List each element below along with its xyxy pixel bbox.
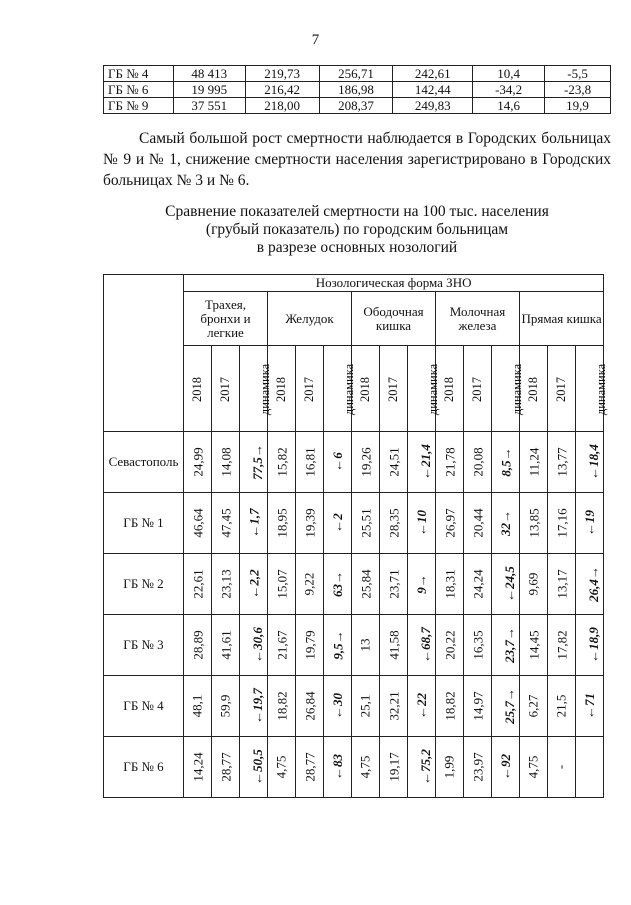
dynamics-value: 9→ (413, 574, 429, 594)
dynamics-value: ←6 (329, 452, 345, 472)
table-cell (380, 737, 408, 798)
table-cell (268, 676, 296, 737)
table-cell (520, 737, 548, 798)
dynamics-value: 25,7→ (501, 688, 517, 724)
table-cell (324, 493, 352, 554)
top-table-cell: -23,8 (545, 82, 611, 98)
top-table-label: ГБ № 6 (104, 82, 174, 98)
subheader-label: 2018 (358, 376, 372, 402)
rate-value: 14,45 (526, 630, 542, 660)
table-cell (464, 676, 492, 737)
table-cell (212, 493, 240, 554)
dynamics-value: 8,5→ (498, 447, 514, 477)
table-cell (184, 493, 212, 554)
top-table-cell: 19 995 (173, 82, 245, 98)
rate-value: 20,22 (442, 630, 458, 660)
rate-value: 28,77 (218, 752, 234, 782)
subheader-label: 2017 (218, 376, 232, 402)
top-table-row (104, 82, 611, 98)
subheader-label: динамика (426, 363, 441, 415)
rate-value: 28,35 (386, 508, 402, 538)
rate-value: 23,71 (386, 569, 402, 599)
rate-value: 18,95 (274, 508, 290, 538)
table-cell (240, 554, 268, 615)
dynamics-value: ←19,7 (249, 688, 265, 724)
table-title-line-3: в разрезе основных нозологий (256, 239, 458, 256)
table-cell (492, 554, 520, 615)
top-table-cell: -5,5 (545, 66, 611, 82)
rate-value: 28,77 (302, 752, 318, 782)
rate-value: 21,78 (442, 447, 458, 477)
rate-value: 26,97 (442, 508, 458, 538)
table-cell (576, 432, 604, 493)
dynamics-value: 32→ (497, 510, 513, 536)
table-cell (408, 432, 436, 493)
table-cell (352, 554, 380, 615)
table-cell (576, 676, 604, 737)
table-cell (548, 737, 576, 798)
top-table-cell: 10,4 (473, 66, 545, 82)
table-cell (352, 493, 380, 554)
table-cell (576, 737, 604, 798)
rate-value: 17,82 (554, 630, 570, 660)
table-cell (576, 615, 604, 676)
table-cell (324, 737, 352, 798)
rate-value: 19,26 (358, 447, 374, 477)
dynamics-value: 26,4→ (585, 566, 601, 602)
table-title (103, 203, 611, 257)
table-cell (548, 432, 576, 493)
rate-value: 24,51 (386, 447, 402, 477)
table-cell (576, 554, 604, 615)
subheader-label: 2017 (386, 376, 400, 402)
group-stomach: Желудок (268, 292, 352, 346)
subheader-label: динамика (510, 363, 525, 415)
table-row (104, 432, 604, 493)
table-cell (268, 737, 296, 798)
table-cell (268, 615, 296, 676)
rate-value: 18,82 (442, 691, 458, 721)
top-table-row (104, 66, 611, 82)
subheader-cell (380, 346, 408, 432)
table-cell (296, 493, 324, 554)
top-table-cell: 256,71 (319, 66, 393, 82)
subheader-label: динамика (594, 363, 609, 415)
table-cell (352, 615, 380, 676)
rate-value: 6,27 (525, 694, 541, 718)
table-cell (492, 615, 520, 676)
rate-value: 32,21 (386, 691, 402, 721)
subheader-label: 2017 (302, 376, 316, 402)
nosology-header: Нозологическая форма ЗНО (184, 275, 604, 292)
dynamics-value: ←83 (329, 754, 345, 780)
rate-value: 47,45 (218, 508, 234, 538)
dynamics-value: ←2 (329, 513, 345, 533)
table-cell (296, 676, 324, 737)
row-label: Севастополь (104, 432, 184, 493)
rate-value: 14,24 (190, 752, 206, 782)
mortality-table (103, 274, 609, 798)
table-cell (240, 737, 268, 798)
table-cell (520, 432, 548, 493)
row-label: ГБ № 1 (104, 493, 184, 554)
dynamics-value: ←10 (413, 510, 429, 536)
subheader-cell (548, 346, 576, 432)
rate-value: 20,08 (470, 447, 486, 477)
table-cell (436, 615, 464, 676)
table-cell (408, 676, 436, 737)
rate-value: 19,17 (386, 752, 402, 782)
top-table-cell: 219,73 (245, 66, 319, 82)
table-cell (408, 554, 436, 615)
table-cell (380, 676, 408, 737)
table-cell (548, 615, 576, 676)
table-cell (464, 737, 492, 798)
table-cell (184, 615, 212, 676)
rate-value: 1,99 (441, 755, 457, 779)
subheader-label: 2018 (526, 376, 540, 402)
summary-paragraph: Самый большой рост смертности наблюдается в Городских больницах № 9 и № 1, снижение смертности населения зарегистрировано в Городских больницах № 3 и № 6. (103, 130, 611, 189)
table-cell (324, 615, 352, 676)
rate-value: 18,82 (274, 691, 290, 721)
subheader-label: 2018 (190, 376, 204, 402)
table-cell (380, 493, 408, 554)
subheader-cell (464, 346, 492, 432)
table-cell (296, 554, 324, 615)
top-table-label: ГБ № 9 (104, 98, 174, 114)
dynamics-value: ←30,6 (249, 627, 265, 663)
rate-value: 19,39 (302, 508, 318, 538)
table-cell (352, 737, 380, 798)
top-table-cell: 242,61 (393, 66, 473, 82)
table-cell (296, 737, 324, 798)
top-table-cell: 249,83 (393, 98, 473, 114)
subheader-cell (296, 346, 324, 432)
rate-value: 41,61 (218, 630, 234, 660)
table-cell (212, 554, 240, 615)
table-cell (352, 432, 380, 493)
top-table-cell: 218,00 (245, 98, 319, 114)
table-cell (240, 432, 268, 493)
table-cell (464, 554, 492, 615)
page-number: 7 (311, 32, 320, 48)
table-cell (324, 676, 352, 737)
subheader-cell (184, 346, 212, 432)
table-cell (184, 432, 212, 493)
table-cell (184, 554, 212, 615)
subheader-cell (408, 346, 441, 432)
rate-value: 22,61 (190, 569, 206, 599)
table-cell (520, 554, 548, 615)
row-label: ГБ № 2 (104, 554, 184, 615)
table-cell (324, 432, 352, 493)
rate-value: 25,84 (358, 569, 374, 599)
rate-value: 24,99 (190, 447, 206, 477)
table-cell (352, 676, 380, 737)
subheader-cell (576, 346, 609, 432)
table-cell (436, 493, 464, 554)
rate-value: 16,35 (470, 630, 486, 660)
top-table-cell: 48 413 (173, 66, 245, 82)
subheader-cell (324, 346, 357, 432)
rate-value: 11,24 (526, 447, 542, 477)
dynamics-value: ←2,2 (246, 569, 262, 599)
group-colon: Ободочная кишка (352, 292, 436, 346)
subheader-label: 2017 (470, 376, 484, 402)
dynamics-value: ←24,5 (501, 566, 517, 602)
rate-value: 21,5 (553, 694, 569, 718)
rate-value: 13 (357, 638, 373, 652)
dynamics-value: ←68,7 (417, 627, 433, 663)
rate-value: 19,79 (302, 630, 318, 660)
table-cell (240, 615, 268, 676)
dynamics-value: 63→ (329, 571, 345, 597)
rate-value: 24,24 (470, 569, 486, 599)
table-cell (324, 554, 352, 615)
rate-value: 9,69 (525, 572, 541, 596)
dynamics-value: 9,5→ (330, 630, 346, 660)
subheader-label: 2018 (274, 376, 288, 402)
table-cell (296, 432, 324, 493)
table-cell (184, 737, 212, 798)
table-cell (212, 676, 240, 737)
table-cell (492, 493, 520, 554)
dynamics-value: ←1,7 (246, 508, 262, 538)
table-cell (520, 493, 548, 554)
table-cell (548, 493, 576, 554)
table-cell (212, 615, 240, 676)
dynamics-value: ←18,4 (585, 444, 601, 480)
table-row (104, 676, 604, 737)
rate-value: 18,31 (442, 569, 458, 599)
table-cell (240, 676, 268, 737)
top-table-cell: 216,42 (245, 82, 319, 98)
rate-value: 48,1 (189, 694, 205, 718)
rate-value: 15,82 (274, 447, 290, 477)
table-cell (408, 493, 436, 554)
dynamics-value: ←92 (497, 754, 513, 780)
subheader-cell (492, 346, 525, 432)
table-cell (408, 737, 436, 798)
table-cell (436, 432, 464, 493)
corner-cell (104, 275, 184, 432)
table-cell (268, 432, 296, 493)
top-table-cell: 142,44 (393, 82, 473, 98)
table-cell (380, 615, 408, 676)
top-table-row (104, 98, 611, 114)
row-label: ГБ № 6 (104, 737, 184, 798)
table-cell (380, 554, 408, 615)
rate-value: 13,17 (554, 569, 570, 599)
table-cell (464, 432, 492, 493)
subheader-label: 2017 (554, 376, 568, 402)
rate-value: 41,58 (386, 630, 402, 660)
table-cell (212, 432, 240, 493)
top-table-cell: 186,98 (319, 82, 393, 98)
table-cell (548, 554, 576, 615)
table-cell (436, 554, 464, 615)
group-rectum: Прямая кишка (520, 292, 604, 346)
dynamics-value: ←21,4 (417, 444, 433, 480)
rate-value: 14,08 (218, 447, 234, 477)
table-cell (492, 676, 520, 737)
rate-value: 23,97 (470, 752, 486, 782)
table-cell (296, 615, 324, 676)
table-cell (380, 432, 408, 493)
subheader-label: 2018 (442, 376, 456, 402)
rate-value: 26,84 (302, 691, 318, 721)
rate-value: 21,67 (274, 630, 290, 660)
top-table-cell: 14,6 (473, 98, 545, 114)
rate-value: 13,77 (554, 447, 570, 477)
table-cell (492, 432, 520, 493)
table-row (104, 493, 604, 554)
dynamics-value: ←75,2 (417, 749, 433, 785)
subheader-label: динамика (342, 363, 357, 415)
top-table-cell: 208,37 (319, 98, 393, 114)
top-table-cell: 19,9 (545, 98, 611, 114)
rate-value: 4,75 (525, 755, 541, 779)
table-row (104, 554, 604, 615)
table-cell (436, 737, 464, 798)
table-cell (576, 493, 604, 554)
subheader-label: динамика (258, 363, 273, 415)
table-cell (492, 737, 520, 798)
table-cell (520, 676, 548, 737)
subheader-cell (240, 346, 273, 432)
table-cell (184, 676, 212, 737)
rate-value: 17,16 (554, 508, 570, 538)
dynamics-value: ←30 (329, 693, 345, 719)
dynamics-value: ←18,9 (585, 627, 601, 663)
subheader-cell (212, 346, 240, 432)
dynamics-value: ←50,5 (249, 749, 265, 785)
table-cell (464, 615, 492, 676)
group-breast: Молочная железа (436, 292, 520, 346)
table-cell (436, 676, 464, 737)
rate-value: 16,81 (302, 447, 318, 477)
rate-value: 13,85 (526, 508, 542, 538)
row-label: ГБ № 4 (104, 676, 184, 737)
dynamics-value: 23,7→ (501, 627, 517, 663)
rate-value: 46,64 (190, 508, 206, 538)
group-trachea: Трахея, бронхи и легкие (184, 292, 268, 346)
rate-value: 4,75 (273, 755, 289, 779)
table-cell (520, 615, 548, 676)
row-label: ГБ № 3 (104, 615, 184, 676)
rate-value: 14,97 (470, 691, 486, 721)
dynamics-value: ←19 (581, 510, 597, 536)
rate-value: 20,44 (470, 508, 486, 538)
table-cell (240, 493, 268, 554)
table-cell (464, 493, 492, 554)
table-title-line-2: (грубый показатель) по городским больницам (205, 221, 509, 238)
top-table-cell: -34,2 (473, 82, 545, 98)
rate-value: 23,13 (218, 569, 234, 599)
top-table-label: ГБ № 4 (104, 66, 174, 82)
rate-value: 4,75 (357, 755, 373, 779)
table-cell (408, 615, 436, 676)
table-row (104, 737, 604, 798)
dynamics-value: 77,5→ (249, 444, 265, 480)
rate-value: 9,22 (301, 572, 317, 596)
rate-value: 15,07 (274, 569, 290, 599)
dynamics-value: ←71 (581, 693, 597, 719)
rate-value: 28,89 (190, 630, 206, 660)
table-row (104, 615, 604, 676)
rate-value: 59,9 (217, 694, 233, 718)
top-table (103, 65, 611, 114)
table-cell (548, 676, 576, 737)
table-cell (268, 554, 296, 615)
table-cell (212, 737, 240, 798)
table-title-line-1: Сравнение показателей смертности на 100 тыс. населения (165, 203, 549, 220)
rate-value: 25,1 (357, 694, 373, 718)
rate-value: - (553, 764, 569, 770)
top-table-cell: 37 551 (173, 98, 245, 114)
rate-value: 25,51 (358, 508, 374, 538)
table-cell (268, 493, 296, 554)
dynamics-value: ←22 (413, 693, 429, 719)
